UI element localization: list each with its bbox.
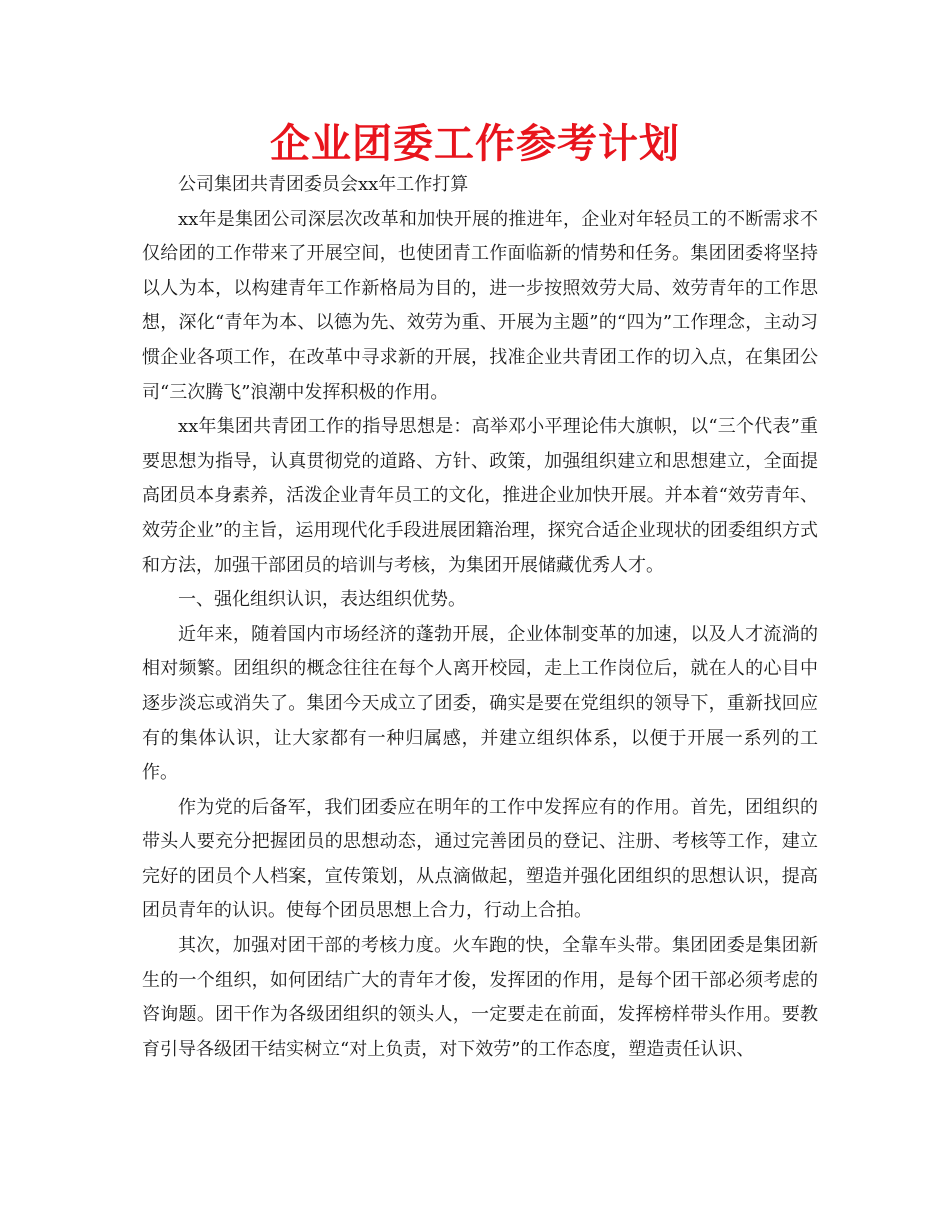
paragraph-reserve-army: 作为党的后备军，我们团委应在明年的工作中发挥应有的作用。首先，团组织的带头人要充分把握团员的思想动态，通过完善团员的登记、注册、考核等工作，建立完好的团员个人档案，宣传策划，从点滴做起，塑造并强化团组织的思想认识，提高团员青年的认识。使每个团员思想上合力，行动上合拍。 [142,796,818,922]
document-title: 企业团委工作参考计划 [270,121,680,167]
paragraph-secondly: 其次，加强对团干部的考核力度。火车跑的快，全靠车头带。集团团委是集团新生的一个组织，如何团结广大的青年才俊，发挥团的作用，是每个团干部必须考虑的咨询题。团干作为各级团组织的领头人，一定要走在前面，发挥榜样带头作用。要教育引导各级团干结实树立“对上负责，对下效劳”的工作态度，塑造责任认识、 [142,935,818,1060]
paragraph-subtitle: 公司集团共青团委员会xx年工作打算 [178,174,469,195]
paragraph-intro: xx年是集团公司深层次改革和加快开展的推进年，企业对年轻员工的不断需求不仅给团的工作带来了开展空间，也使团青工作面临新的情势和任务。集团团委将坚持以人为本，以构建青年工作新格局为目的，进一步按照效劳大局、效劳青年的工作思想，深化“青年为本、以德为先、效劳为重、开展为主题”的“四为”工作理念，主动习惯企业各项工作，在改革中寻求新的开展，找准企业共青团工作的切入点，在集团公司“三次腾飞”浪潮中发挥积极的作用。 [142,208,818,403]
paragraph-guiding-thought: xx年集团共青团工作的指导思想是：高举邓小平理论伟大旗帜，以“三个代表”重要思想为指导，认真贯彻党的道路、方针、政策，加强组织建立和思想建立，全面提高团员本身素养，活泼企业青年员工的文化，推进企业加快开展。并本着“效劳青年、效劳企业”的主旨，运用现代化手段进展团籍治理，探究合适企业现状的团委组织方式和方法，加强干部团员的培训与考核，为集团开展储藏优秀人才。 [142,416,818,576]
section-heading-1: 一、强化组织认识，表达组织优势。 [178,589,466,611]
document-body [142,168,818,1067]
paragraph-recent-years: 近年来，随着国内市场经济的蓬勃开展，企业体制变革的加速，以及人才流淌的相对频繁。团组织的概念往往在每个人离开校园，走上工作岗位后，就在人的心目中逐步淡忘或消失了。集团今天成立了团委，确实是要在党组织的领导下，重新找回应有的集体认识，让大家都有一种归属感，并建立组织体系，以便于开展一系列的工作。 [142,623,818,784]
